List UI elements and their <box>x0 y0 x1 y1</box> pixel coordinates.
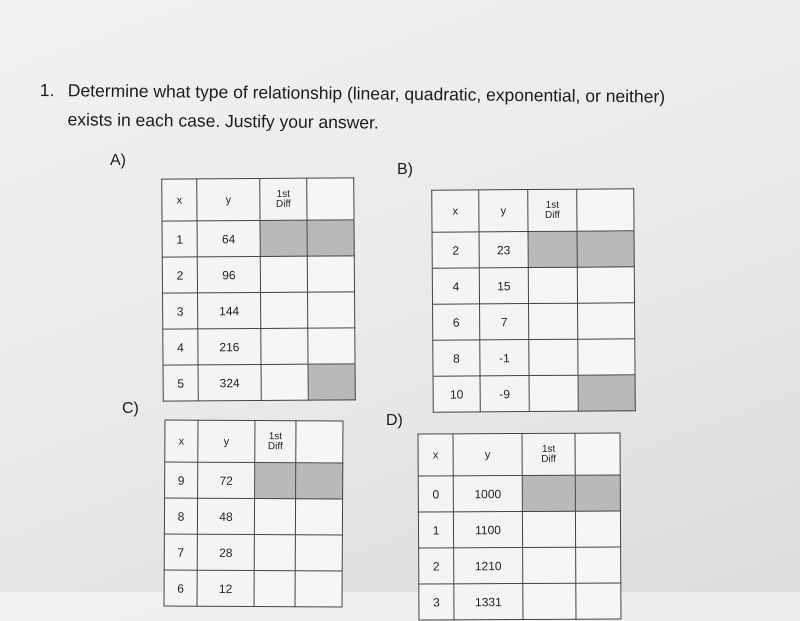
question-prompt <box>39 76 760 133</box>
question-text-line-1: Determine what type of relationship (linear, quadratic, exponential, or neither) <box>67 80 666 107</box>
x-cell: 7 <box>164 534 197 570</box>
y-header: y <box>453 433 522 475</box>
table-b <box>431 188 636 412</box>
second-diff-cell[interactable] <box>295 571 342 607</box>
first-diff-cell[interactable] <box>255 463 296 499</box>
first-diff-cell[interactable] <box>529 339 578 375</box>
first-diff-header: 1st Diff <box>522 433 575 475</box>
first-diff-cell[interactable] <box>529 375 578 411</box>
table-a <box>161 177 356 401</box>
table-row <box>164 570 342 607</box>
second-diff-cell[interactable] <box>295 535 342 571</box>
x-cell: 8 <box>164 498 197 534</box>
table-row <box>433 375 635 412</box>
part-c-label: C) <box>122 400 139 417</box>
part-a-label: A) <box>110 152 126 169</box>
second-diff-cell[interactable] <box>575 475 620 511</box>
y-cell: 23 <box>479 232 528 268</box>
table-row <box>162 256 354 293</box>
table-row <box>418 511 620 548</box>
second-diff-cell[interactable] <box>577 231 634 267</box>
first-diff-cell[interactable] <box>254 499 295 535</box>
x-cell: 5 <box>163 365 198 401</box>
x-header: x <box>165 420 198 462</box>
table-row <box>433 339 635 376</box>
second-diff-cell[interactable] <box>577 267 634 303</box>
second-diff-header <box>575 433 620 475</box>
second-diff-cell[interactable] <box>308 292 355 328</box>
first-diff-cell[interactable] <box>522 475 575 511</box>
y-header: y <box>197 178 260 220</box>
table-row <box>164 534 342 571</box>
second-diff-cell[interactable] <box>576 547 621 583</box>
x-cell: 1 <box>162 221 197 257</box>
first-diff-cell[interactable] <box>254 571 295 607</box>
x-cell: 4 <box>163 329 198 365</box>
table-row <box>164 498 342 535</box>
x-header: x <box>418 434 453 476</box>
y-header: y <box>198 420 255 462</box>
first-diff-cell[interactable] <box>261 364 308 400</box>
table-row <box>162 220 354 257</box>
first-diff-cell[interactable] <box>254 535 295 571</box>
x-cell: 6 <box>433 304 480 340</box>
table-row <box>432 267 634 304</box>
table-row <box>418 475 620 512</box>
y-cell: 28 <box>197 534 254 570</box>
first-diff-header: 1st Diff <box>528 189 577 231</box>
second-diff-header <box>577 189 634 231</box>
second-diff-cell[interactable] <box>578 375 635 411</box>
first-diff-cell[interactable] <box>523 583 576 619</box>
first-diff-cell[interactable] <box>522 511 575 547</box>
second-diff-cell[interactable] <box>307 220 354 256</box>
table-row <box>432 231 634 268</box>
first-diff-cell[interactable] <box>260 220 307 256</box>
first-diff-cell[interactable] <box>528 231 577 267</box>
first-diff-cell[interactable] <box>529 303 578 339</box>
second-diff-cell[interactable] <box>307 256 354 292</box>
x-cell: 4 <box>432 268 479 304</box>
first-diff-cell[interactable] <box>261 292 308 328</box>
second-diff-cell[interactable] <box>295 499 342 535</box>
x-cell: 1 <box>418 512 453 548</box>
table-d <box>418 432 622 620</box>
y-header: y <box>479 190 528 232</box>
y-cell: 12 <box>197 570 254 606</box>
y-cell: -9 <box>480 376 529 412</box>
table-row <box>419 583 621 620</box>
first-diff-header: 1st Diff <box>255 421 296 463</box>
x-cell: 9 <box>165 462 198 498</box>
second-diff-cell[interactable] <box>296 463 343 499</box>
y-cell: 144 <box>198 292 261 328</box>
second-diff-cell[interactable] <box>578 339 635 375</box>
table-row <box>163 328 355 365</box>
second-diff-header <box>296 421 343 463</box>
question-number: 1. <box>39 79 55 101</box>
table-row <box>163 364 355 401</box>
second-diff-cell[interactable] <box>575 511 620 547</box>
table-c <box>164 420 344 608</box>
y-cell: 7 <box>480 304 529 340</box>
y-cell: -1 <box>480 340 529 376</box>
first-diff-cell[interactable] <box>528 267 577 303</box>
second-diff-cell[interactable] <box>308 364 355 400</box>
y-cell: 324 <box>198 364 261 400</box>
second-diff-cell[interactable] <box>578 303 635 339</box>
x-cell: 3 <box>419 584 454 620</box>
table-row <box>433 303 635 340</box>
part-b-label: B) <box>397 161 413 178</box>
first-diff-cell[interactable] <box>523 547 576 583</box>
y-cell: 1000 <box>453 475 522 511</box>
x-cell: 3 <box>163 293 198 329</box>
table-row <box>165 462 343 499</box>
x-cell: 2 <box>162 257 197 293</box>
second-diff-cell[interactable] <box>576 583 621 619</box>
second-diff-cell[interactable] <box>308 328 355 364</box>
x-cell: 8 <box>433 340 480 376</box>
y-cell: 96 <box>197 256 260 292</box>
y-cell: 64 <box>197 220 260 256</box>
first-diff-cell[interactable] <box>260 256 307 292</box>
part-d-label: D) <box>386 412 403 429</box>
table-row <box>163 292 355 329</box>
question-text-line-2: exists in each case. Justify your answer. <box>67 109 379 133</box>
y-cell: 1210 <box>454 547 523 583</box>
first-diff-header: 1st Diff <box>260 178 307 220</box>
y-cell: 1331 <box>454 583 523 619</box>
x-header: x <box>162 179 197 221</box>
x-cell: 10 <box>433 376 480 412</box>
first-diff-cell[interactable] <box>261 328 308 364</box>
second-diff-header <box>307 178 354 220</box>
x-cell: 2 <box>432 232 479 268</box>
y-cell: 216 <box>198 328 261 364</box>
x-cell: 2 <box>419 548 454 584</box>
x-cell: 6 <box>164 570 197 606</box>
x-cell: 0 <box>418 476 453 512</box>
y-cell: 15 <box>479 268 528 304</box>
y-cell: 48 <box>197 498 254 534</box>
y-cell: 1100 <box>453 511 522 547</box>
x-header: x <box>432 190 479 232</box>
y-cell: 72 <box>198 462 255 498</box>
table-row <box>419 547 621 584</box>
